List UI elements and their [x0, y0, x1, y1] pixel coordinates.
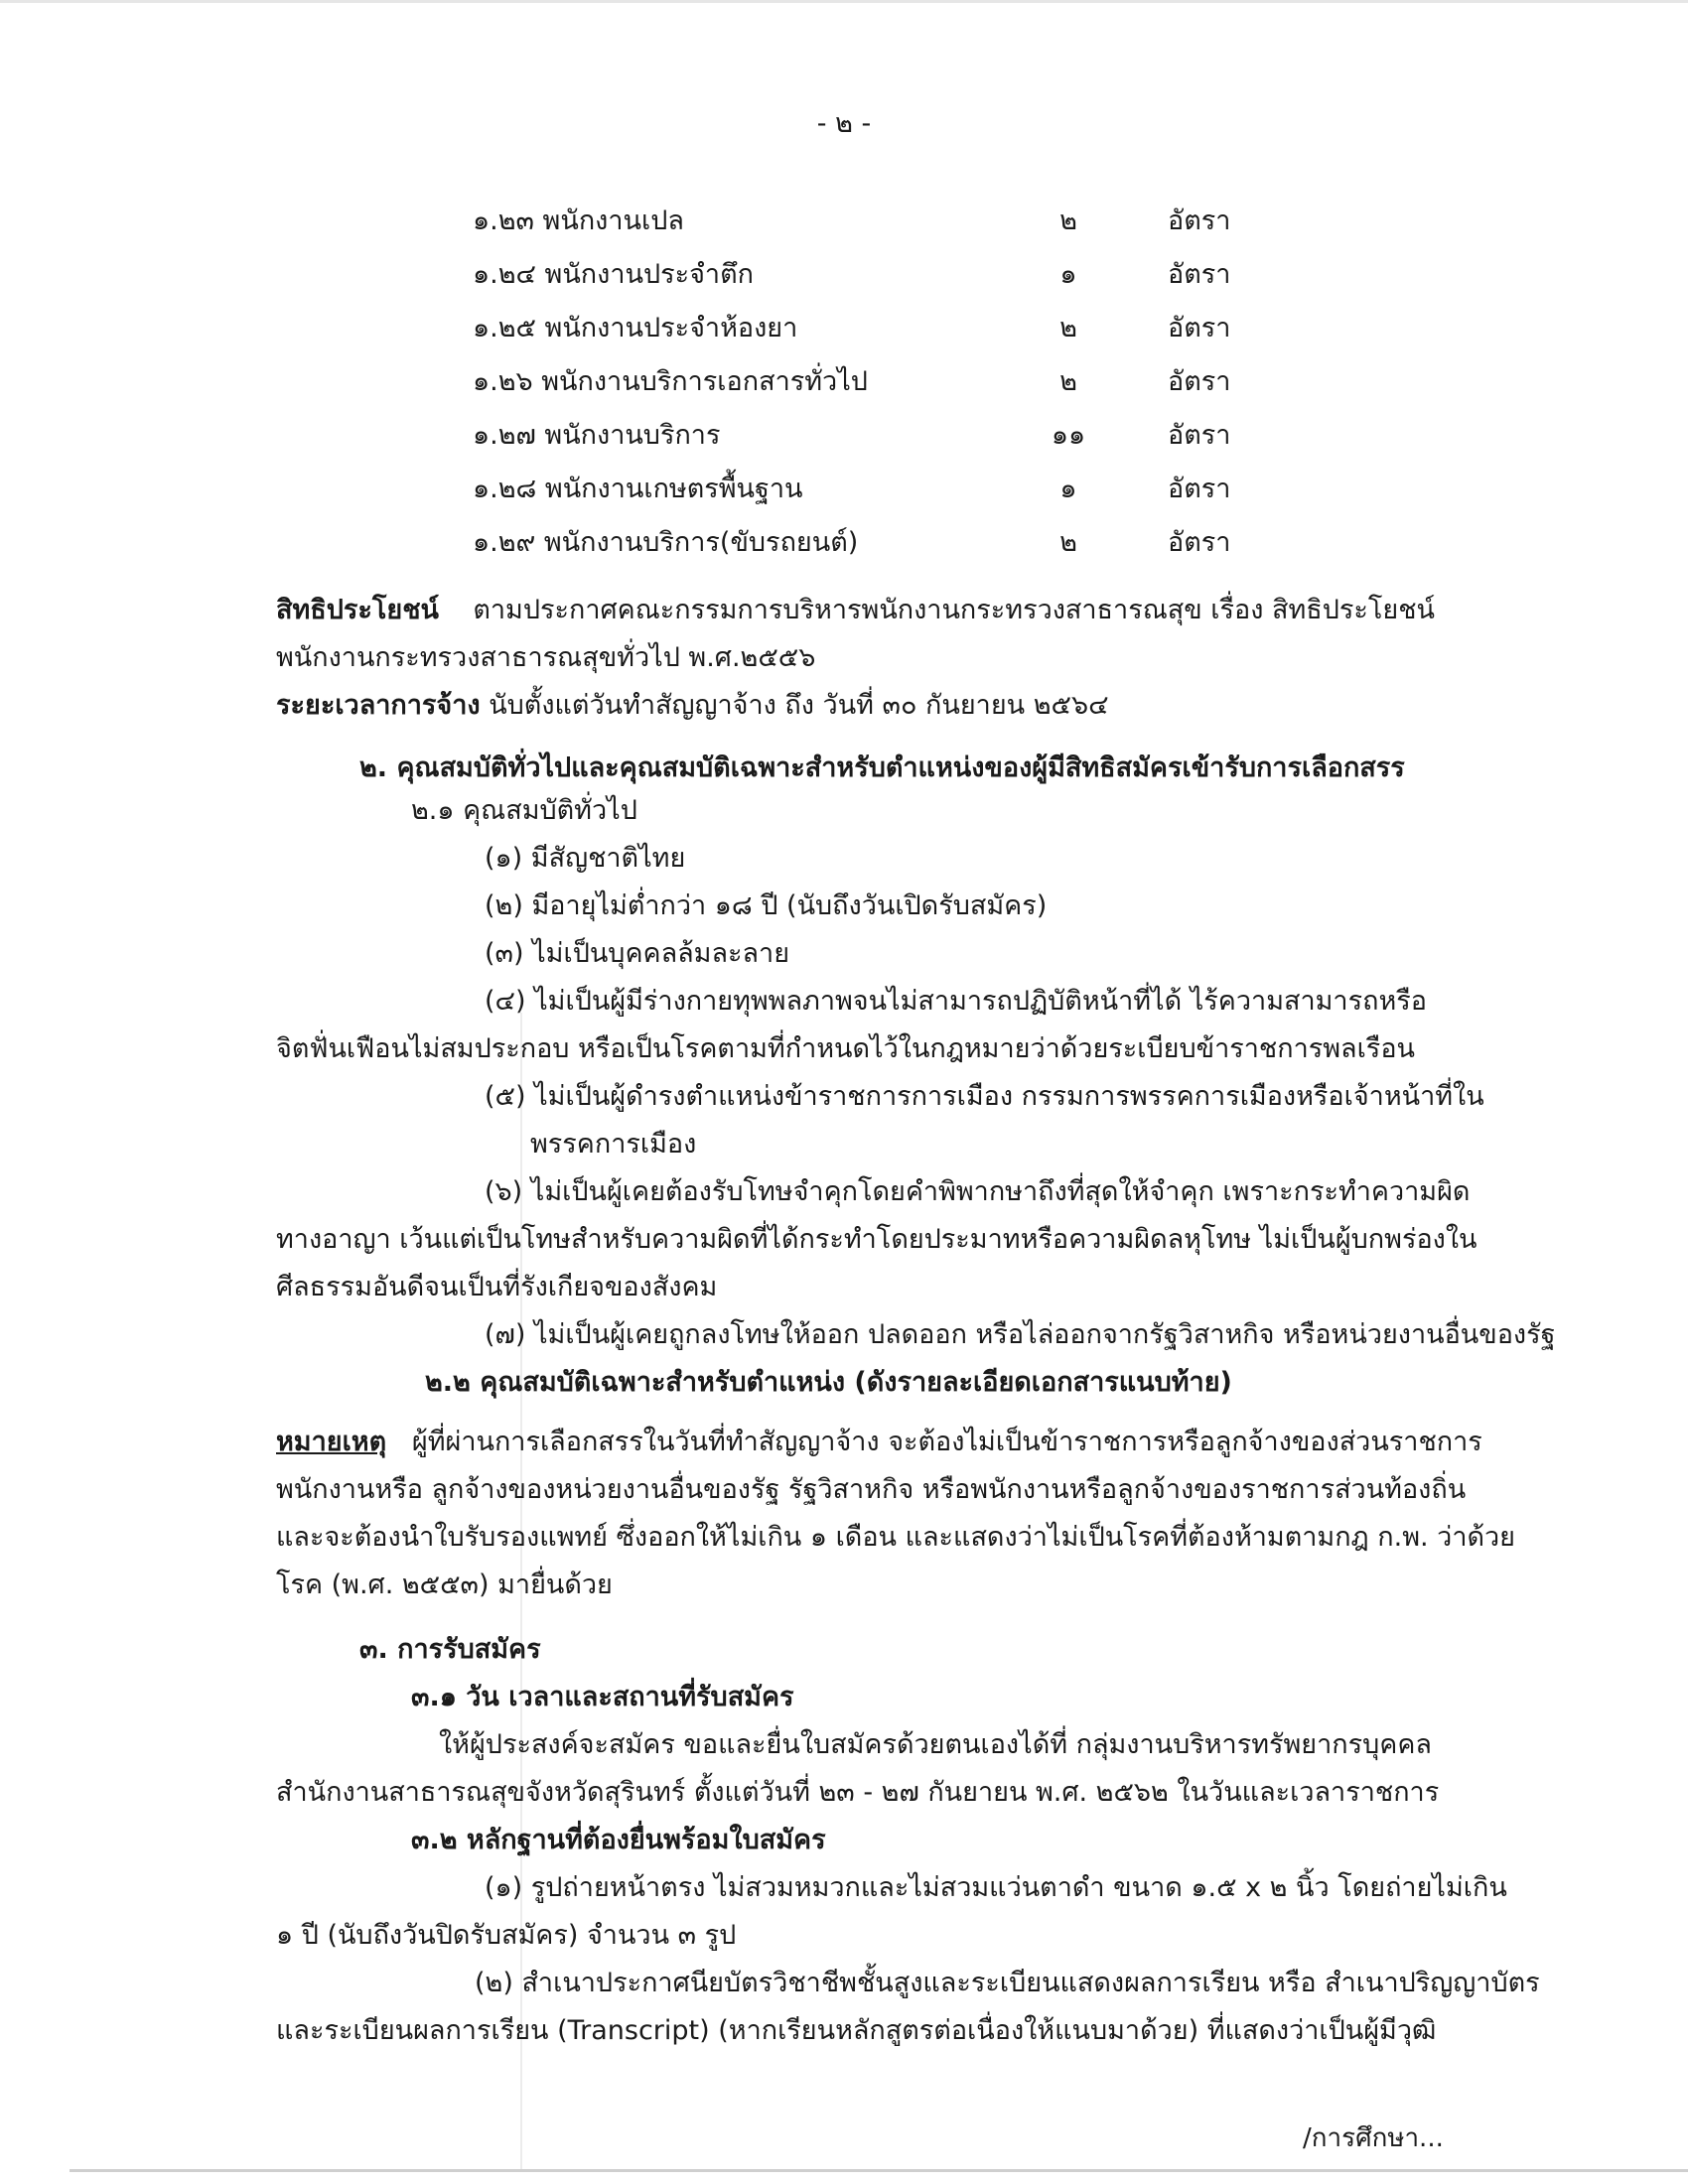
qualification-4-line-2: จิตฟั่นเฟือนไม่สมประกอบ หรือเป็นโรคตามที่กำหนดไว้ในกฎหมายว่าด้วยระเบียบข้าราชการพลเรือน — [276, 1033, 1415, 1064]
application-place-line-2: สำนักงานสาธารณสุขจังหวัดสุรินทร์ ตั้งแต่วันที่ ๒๓ - ๒๗ กันยายน พ.ศ. ๒๕๖๒ ในวันและเวลาราชการ — [276, 1777, 1440, 1808]
position-count: ๒ — [1059, 366, 1077, 397]
position-name: ๑.๒๓ พนักงานเปล — [473, 205, 684, 236]
remark-line-4: โรค (พ.ศ. ๒๕๕๓) มายื่นด้วย — [276, 1570, 613, 1600]
qualification-3: (๓) ไม่เป็นบุคคลล้มละลาย — [485, 938, 790, 969]
page-number: - ๒ - — [816, 108, 872, 139]
remark-line-2: พนักงานหรือ ลูกจ้างของหน่วยงานอื่นของรัฐ รัฐวิสาหกิจ หรือพนักงานหรือลูกจ้างของราชการส่วนท้องถิ่น — [276, 1474, 1467, 1505]
position-count: ๒ — [1059, 205, 1077, 236]
position-name: ๑.๒๘ พนักงานเกษตรพื้นฐาน — [473, 474, 803, 504]
position-count: ๒ — [1059, 527, 1077, 558]
employment-period — [276, 686, 1109, 726]
section2-heading: ๒. คุณสมบัติทั่วไปและคุณสมบัติเฉพาะสำหรับตำแหน่งของผู้มีสิทธิสมัครเข้ารับการเลือกสรร — [359, 752, 1405, 783]
qualification-2: (๒) มีอายุไม่ต่ำกว่า ๑๘ ปี (นับถึงวันเปิดรับสมัคร) — [485, 890, 1048, 921]
section2-1-heading: ๒.๑ คุณสมบัติทั่วไป — [411, 795, 637, 826]
section3-heading: ๓. การรับสมัคร — [359, 1634, 541, 1665]
employment-period-label: ระยะเวลาการจ้าง — [276, 690, 481, 721]
employment-period-text: นับตั้งแต่วันทำสัญญาจ้าง ถึง วันที่ ๓๐ กันยายน ๒๕๖๔ — [489, 690, 1109, 721]
benefits-text: ตามประกาศคณะกรรมการบริหารพนักงานกระทรวงสาธารณสุข เรื่อง สิทธิประโยชน์ — [473, 595, 1435, 625]
section2-2-heading: ๒.๒ คุณสมบัติเฉพาะสำหรับตำแหน่ง (ดังรายละเอียดเอกสารแนบท้าย) — [425, 1367, 1232, 1398]
benefits-label: สิทธิประโยชน์ — [276, 595, 440, 625]
position-count: ๑ — [1059, 474, 1077, 504]
document-1-line-1: (๑) รูปถ่ายหน้าตรง ไม่สวมหมวกและไม่สวมแว่นตาดำ ขนาด ๑.๕ x ๒ นิ้ว โดยถ่ายไม่เกิน — [485, 1872, 1507, 1903]
scan-edge-bottom — [70, 2169, 1688, 2172]
position-name: ๑.๒๙ พนักงานบริการ(ขับรถยนต์) — [473, 527, 859, 558]
qualification-1: (๑) มีสัญชาติไทย — [485, 843, 686, 874]
position-name: ๑.๒๖ พนักงานบริการเอกสารทั่วไป — [473, 366, 868, 397]
position-count: ๒ — [1059, 313, 1077, 343]
application-place-line-1: ให้ผู้ประสงค์จะสมัคร ขอและยื่นใบสมัครด้วยตนเองได้ที่ กลุ่มงานบริหารทรัพยากรบุคคล — [439, 1729, 1432, 1760]
position-name: ๑.๒๗ พนักงานบริการ — [473, 420, 721, 451]
qualification-7: (๗) ไม่เป็นผู้เคยถูกลงโทษให้ออก ปลดออก หรือไล่ออกจากรัฐวิสาหกิจ หรือหน่วยงานอื่นของรัฐ — [485, 1319, 1556, 1350]
benefits-line-2: พนักงานกระทรวงสาธารณสุขทั่วไป พ.ศ.๒๕๕๖ — [276, 642, 816, 673]
position-unit: อัตรา — [1168, 205, 1231, 236]
qualification-6-line-3: ศีลธรรมอันดีจนเป็นที่รังเกียจของสังคม — [276, 1272, 718, 1302]
position-unit: อัตรา — [1168, 527, 1231, 558]
remark-text: ผู้ที่ผ่านการเลือกสรรในวันที่ทำสัญญาจ้าง จะต้องไม่เป็นข้าราชการหรือลูกจ้างของส่วนราชการ — [411, 1427, 1482, 1457]
qualification-4-line-1: (๔) ไม่เป็นผู้มีร่างกายทุพพลภาพจนไม่สามารถปฏิบัติหน้าที่ได้ ไร้ความสามารถหรือ — [485, 986, 1427, 1017]
position-unit: อัตรา — [1168, 474, 1231, 504]
position-unit: อัตรา — [1168, 313, 1231, 343]
position-name: ๑.๒๔ พนักงานประจำตึก — [473, 259, 754, 290]
remark-line-1 — [276, 1423, 1482, 1462]
benefits-line-1 — [276, 591, 1435, 630]
continuation-note: /การศึกษา... — [1303, 2123, 1444, 2153]
position-count: ๑๑ — [1051, 420, 1086, 451]
document-2-line-2: และระเบียนผลการเรียน (Transcript) (หากเรียนหลักสูตรต่อเนื่องให้แนบมาด้วย) ที่แสดงว่าเป็นผู้มีวุฒิ — [276, 2015, 1437, 2046]
position-unit: อัตรา — [1168, 366, 1231, 397]
remark-line-3: และจะต้องนำใบรับรองแพทย์ ซึ่งออกให้ไม่เกิน ๑ เดือน และแสดงว่าไม่เป็นโรคที่ต้องห้ามตามกฎ ก.พ. ว่าด้วย — [276, 1522, 1515, 1553]
position-unit: อัตรา — [1168, 420, 1231, 451]
document-1-line-2: ๑ ปี (นับถึงวันปิดรับสมัคร) จำนวน ๓ รูป — [276, 1920, 737, 1951]
position-unit: อัตรา — [1168, 259, 1231, 290]
position-name: ๑.๒๕ พนักงานประจำห้องยา — [473, 313, 798, 343]
qualification-5-line-2: พรรคการเมือง — [530, 1129, 697, 1160]
scan-edge-top — [0, 0, 1688, 3]
remark-label: หมายเหตุ — [276, 1427, 387, 1457]
qualification-5-line-1: (๕) ไม่เป็นผู้ดำรงตำแหน่งข้าราชการการเมือง กรรมการพรรคการเมืองหรือเจ้าหน้าที่ใน — [485, 1081, 1484, 1112]
document-2-line-1: (๒) สำเนาประกาศนียบัตรวิชาชีพชั้นสูงและระเบียนแสดงผลการเรียน หรือ สำเนาปริญญาบัตร — [475, 1968, 1540, 1998]
qualification-6-line-2: ทางอาญา เว้นแต่เป็นโทษสำหรับความผิดที่ได้กระทำโดยประมาทหรือความผิดลหุโทษ ไม่เป็นผู้บกพร่องใน — [276, 1224, 1477, 1255]
section3-1-heading: ๓.๑ วัน เวลาและสถานที่รับสมัคร — [411, 1682, 794, 1712]
qualification-6-line-1: (๖) ไม่เป็นผู้เคยต้องรับโทษจำคุกโดยคำพิพากษาถึงที่สุดให้จำคุก เพราะกระทำความผิด — [485, 1176, 1471, 1207]
position-count: ๑ — [1059, 259, 1077, 290]
section3-2-heading: ๓.๒ หลักฐานที่ต้องยื่นพร้อมใบสมัคร — [411, 1825, 826, 1855]
